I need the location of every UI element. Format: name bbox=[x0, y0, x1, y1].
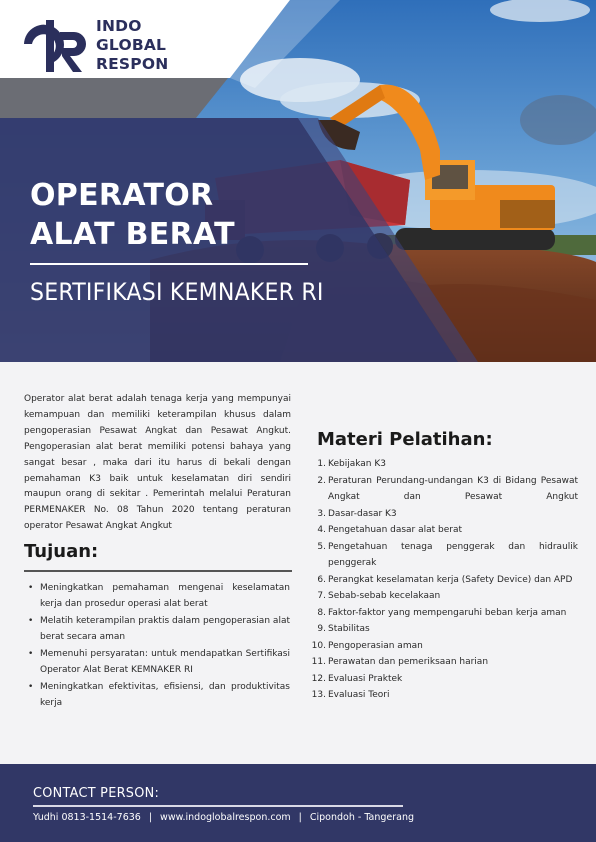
materi-item bbox=[311, 671, 578, 688]
separator: | bbox=[298, 812, 302, 823]
igr-logo-icon bbox=[18, 14, 90, 76]
tujuan-item: • Meningkatkan pemahaman mengenai keselamatan kerja dan prosedur operasi alat berat bbox=[28, 581, 290, 613]
materi-text: Pengoperasian aman bbox=[328, 640, 423, 651]
materi-heading: Materi Pelatihan: bbox=[317, 429, 493, 450]
hero-title bbox=[30, 176, 235, 254]
hero-divider bbox=[30, 263, 308, 265]
hero-title-line-1: OPERATOR bbox=[30, 178, 214, 213]
materi-text: Evaluasi Praktek bbox=[328, 673, 403, 684]
materi-number: 8. bbox=[317, 607, 326, 618]
materi-number: 6. bbox=[317, 574, 326, 585]
tujuan-item: • Meningkatkan efektivitas, efisiensi, dan produktivitas kerja bbox=[28, 680, 290, 712]
materi-number: 5. bbox=[317, 541, 326, 552]
hero-title-line-2: ALAT BERAT bbox=[30, 217, 235, 252]
materi-number: 7. bbox=[317, 591, 326, 601]
materi-item bbox=[311, 572, 578, 589]
materi-item bbox=[311, 456, 578, 473]
materi-number: 10. bbox=[311, 640, 326, 651]
materi-item bbox=[311, 605, 578, 622]
materi-text: Perangkat keselamatan kerja (Safety Device) dan APD bbox=[328, 574, 573, 585]
contact-divider bbox=[33, 805, 403, 807]
materi-text: Dasar-dasar K3 bbox=[328, 508, 397, 519]
materi-item bbox=[311, 588, 578, 605]
contact-website-link[interactable]: www.indoglobalrespon.com bbox=[160, 812, 291, 823]
materi-text: Peraturan Perundang-undangan K3 di Bidang Pesawat Angkat dan Pesawat Angkut bbox=[328, 475, 578, 502]
logo-line-2: GLOBAL bbox=[96, 35, 167, 54]
materi-list bbox=[311, 456, 578, 704]
materi-number: 11. bbox=[311, 657, 326, 667]
materi-number: 9. bbox=[317, 624, 326, 634]
materi-number: 2. bbox=[317, 475, 326, 486]
intro-paragraph: Operator alat berat adalah tenaga kerja yang mempunyai kemampuan dan memiliki keterampilan khusus dalam pengoperasian Pesawat Angkat dan Pesawat Angkut. Pengoperasian alat berat memiliki potensi bahaya yang sangat besar , maka dari itu harus di bekali dengan pemahaman K3 baik untuk keselamatan diri sendiri maupun orang di sekitar . Pemerintah melalui Peraturan PERMENAKER No. 08 Tahun 2020 tentang peraturan operator Pesawat Angkat Angkut bbox=[24, 394, 291, 532]
materi-text: Stabilitas bbox=[328, 624, 370, 634]
logo-line-3: RESPON bbox=[96, 54, 169, 73]
materi-number: 3. bbox=[317, 508, 326, 519]
materi-item bbox=[311, 638, 578, 655]
materi-text: Perawatan dan pemeriksaan harian bbox=[328, 657, 489, 667]
materi-text: Faktor-faktor yang mempengaruhi beban kerja aman bbox=[328, 607, 567, 618]
materi-text: Evaluasi Teori bbox=[328, 690, 390, 700]
contact-footer bbox=[0, 764, 596, 842]
materi-item bbox=[311, 506, 578, 523]
logo-line-1: INDO bbox=[96, 16, 142, 35]
contact-location: Cipondoh - Tangerang bbox=[309, 812, 415, 823]
materi-item bbox=[311, 687, 578, 704]
materi-number: 1. bbox=[317, 459, 326, 469]
materi-item bbox=[311, 522, 578, 539]
materi-text: Pengetahuan dasar alat berat bbox=[328, 525, 463, 535]
tujuan-heading: Tujuan: bbox=[24, 541, 99, 562]
company-logo bbox=[18, 14, 168, 76]
materi-text: Kebijakan K3 bbox=[328, 459, 386, 469]
materi-number: 13. bbox=[311, 690, 326, 700]
materi-text: Sebab-sebab kecelakaan bbox=[328, 591, 441, 601]
materi-item bbox=[311, 654, 578, 671]
hero-subtitle: SERTIFIKASI KEMNAKER RI bbox=[30, 278, 324, 306]
materi-text: Pengetahuan tenaga penggerak dan hidraulik penggerak bbox=[328, 541, 578, 568]
contact-phone[interactable]: Yudhi 0813-1514-7636 bbox=[33, 812, 141, 823]
contact-details bbox=[33, 812, 414, 823]
materi-item bbox=[311, 473, 578, 506]
hero-banner bbox=[0, 0, 596, 362]
tujuan-item: • Memenuhi persyaratan: untuk mendapatkan Sertifikasi Operator Alat Berat KEMNAKER RI bbox=[28, 647, 290, 679]
materi-item bbox=[311, 621, 578, 638]
tujuan-list bbox=[28, 581, 290, 713]
materi-item bbox=[311, 539, 578, 572]
separator: | bbox=[148, 812, 153, 823]
tujuan-item: • Melatih keterampilan praktis dalam pengoperasian alat berat secara aman bbox=[28, 614, 290, 646]
materi-number: 12. bbox=[311, 673, 326, 684]
company-name bbox=[96, 17, 168, 74]
tujuan-divider bbox=[24, 570, 292, 572]
contact-title: CONTACT PERSON: bbox=[33, 785, 160, 801]
materi-number: 4. bbox=[317, 525, 326, 535]
